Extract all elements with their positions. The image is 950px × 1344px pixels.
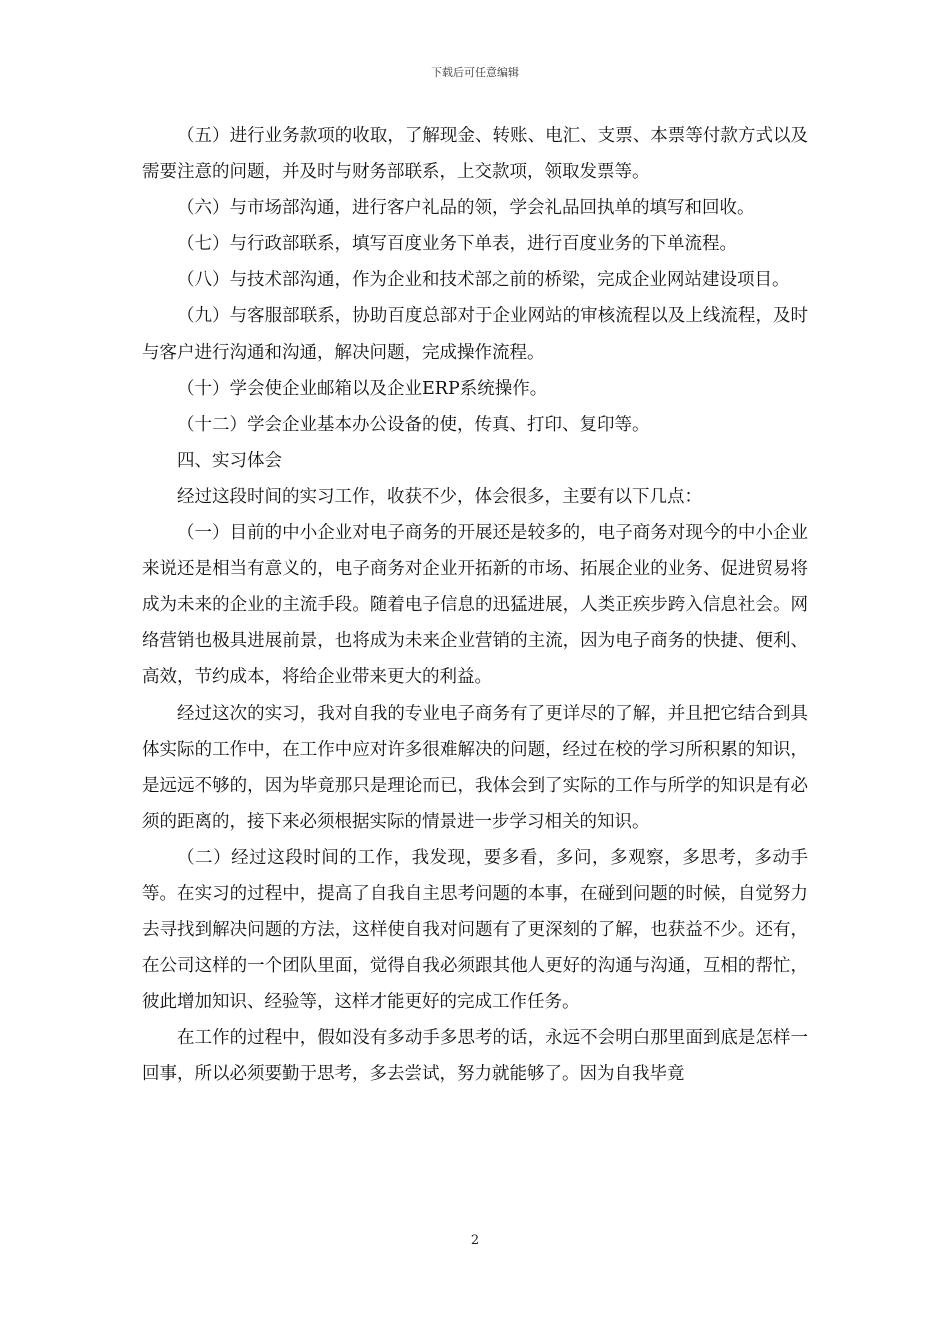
paragraph-closing: 在工作的过程中，假如没有多动手多思考的话，永远不会明白那里面到底是怎样一回事，所以必须要勤于思考，多去尝试，努力就能够了。因为自我毕竟 [142, 1028, 808, 1085]
section-intro: 经过这段时间的实习工作，收获不少，体会很多，主要有以下几点： [177, 486, 702, 507]
paragraph-item-8: （八）与技术部沟通，作为企业和技术部之前的桥梁，完成企业网站建设项目。 [177, 270, 790, 291]
page-header: 下载后可任意编辑 [431, 66, 519, 79]
document-body [142, 118, 808, 1093]
paragraph-reflection: 经过这次的实习，我对自我的专业电子商务有了更详尽的了解，并且把它结合到具体实际的工作中，在工作中应对许多很难解决的问题，经过在校的学习所积累的知识，是远远不够的，因为毕竟那只是理论而已，我体会到了实际的工作与所学的知识是有必须的距离的，接下来必须根据实际的情景进一步学习相关的知识。 [142, 703, 808, 832]
paragraph-point-2: （二）经过这段时间的工作，我发现，要多看，多问，多观察，多思考，多动手等。在实习的过程中，提高了自我自主思考问题的本事，在碰到问题的时候，自觉努力去寻找到解决问题的方法，这样使自我对问题有了更深刻的了解，也获益不少。还有，在公司这样的一个团队里面，觉得自我必须跟其他人更好的沟通与沟通，互相的帮忙，彼此增加知识、经验等，这样才能更好的完成工作任务。 [142, 847, 808, 1013]
paragraph-item-10: （十）学会使企业邮箱以及企业ERP系统操作。 [177, 378, 548, 399]
paragraph-item-6: （六）与市场部沟通，进行客户礼品的领，学会礼品回执单的填写和回收。 [177, 198, 755, 219]
paragraph-point-1: （一）目前的中小企业对电子商务的开展还是较多的，电子商务对现今的中小企业来说还是相当有意义的，电子商务对企业开拓新的市场、拓展企业的业务、促进贸易将成为未来的企业的主流手段。随着电子信息的迅猛进展，人类正疾步跨入信息社会。网络营销也极具进展前景，也将成为未来企业营销的主流，因为电子商务的快捷、便利、高效，节约成本，将给企业带来更大的利益。 [142, 523, 808, 688]
section-heading: 四、实习体会 [177, 450, 282, 471]
paragraph-item-12: （十二）学会企业基本办公设备的使，传真、打印、复印等。 [177, 414, 650, 435]
paragraph-item-7: （七）与行政部联系，填写百度业务下单表，进行百度业务的下单流程。 [177, 234, 737, 255]
page-number: 2 [470, 1233, 480, 1248]
paragraph-item-5: （五）进行业务款项的收取，了解现金、转账、电汇、支票、本票等付款方式以及需要注意的问题，并及时与财务部联系，上交款项，领取发票等。 [142, 126, 808, 183]
paragraph-item-9: （九）与客服部联系，协助百度总部对于企业网站的审核流程以及上线流程，及时与客户进行沟通和沟通，解决问题，完成操作流程。 [142, 306, 808, 363]
